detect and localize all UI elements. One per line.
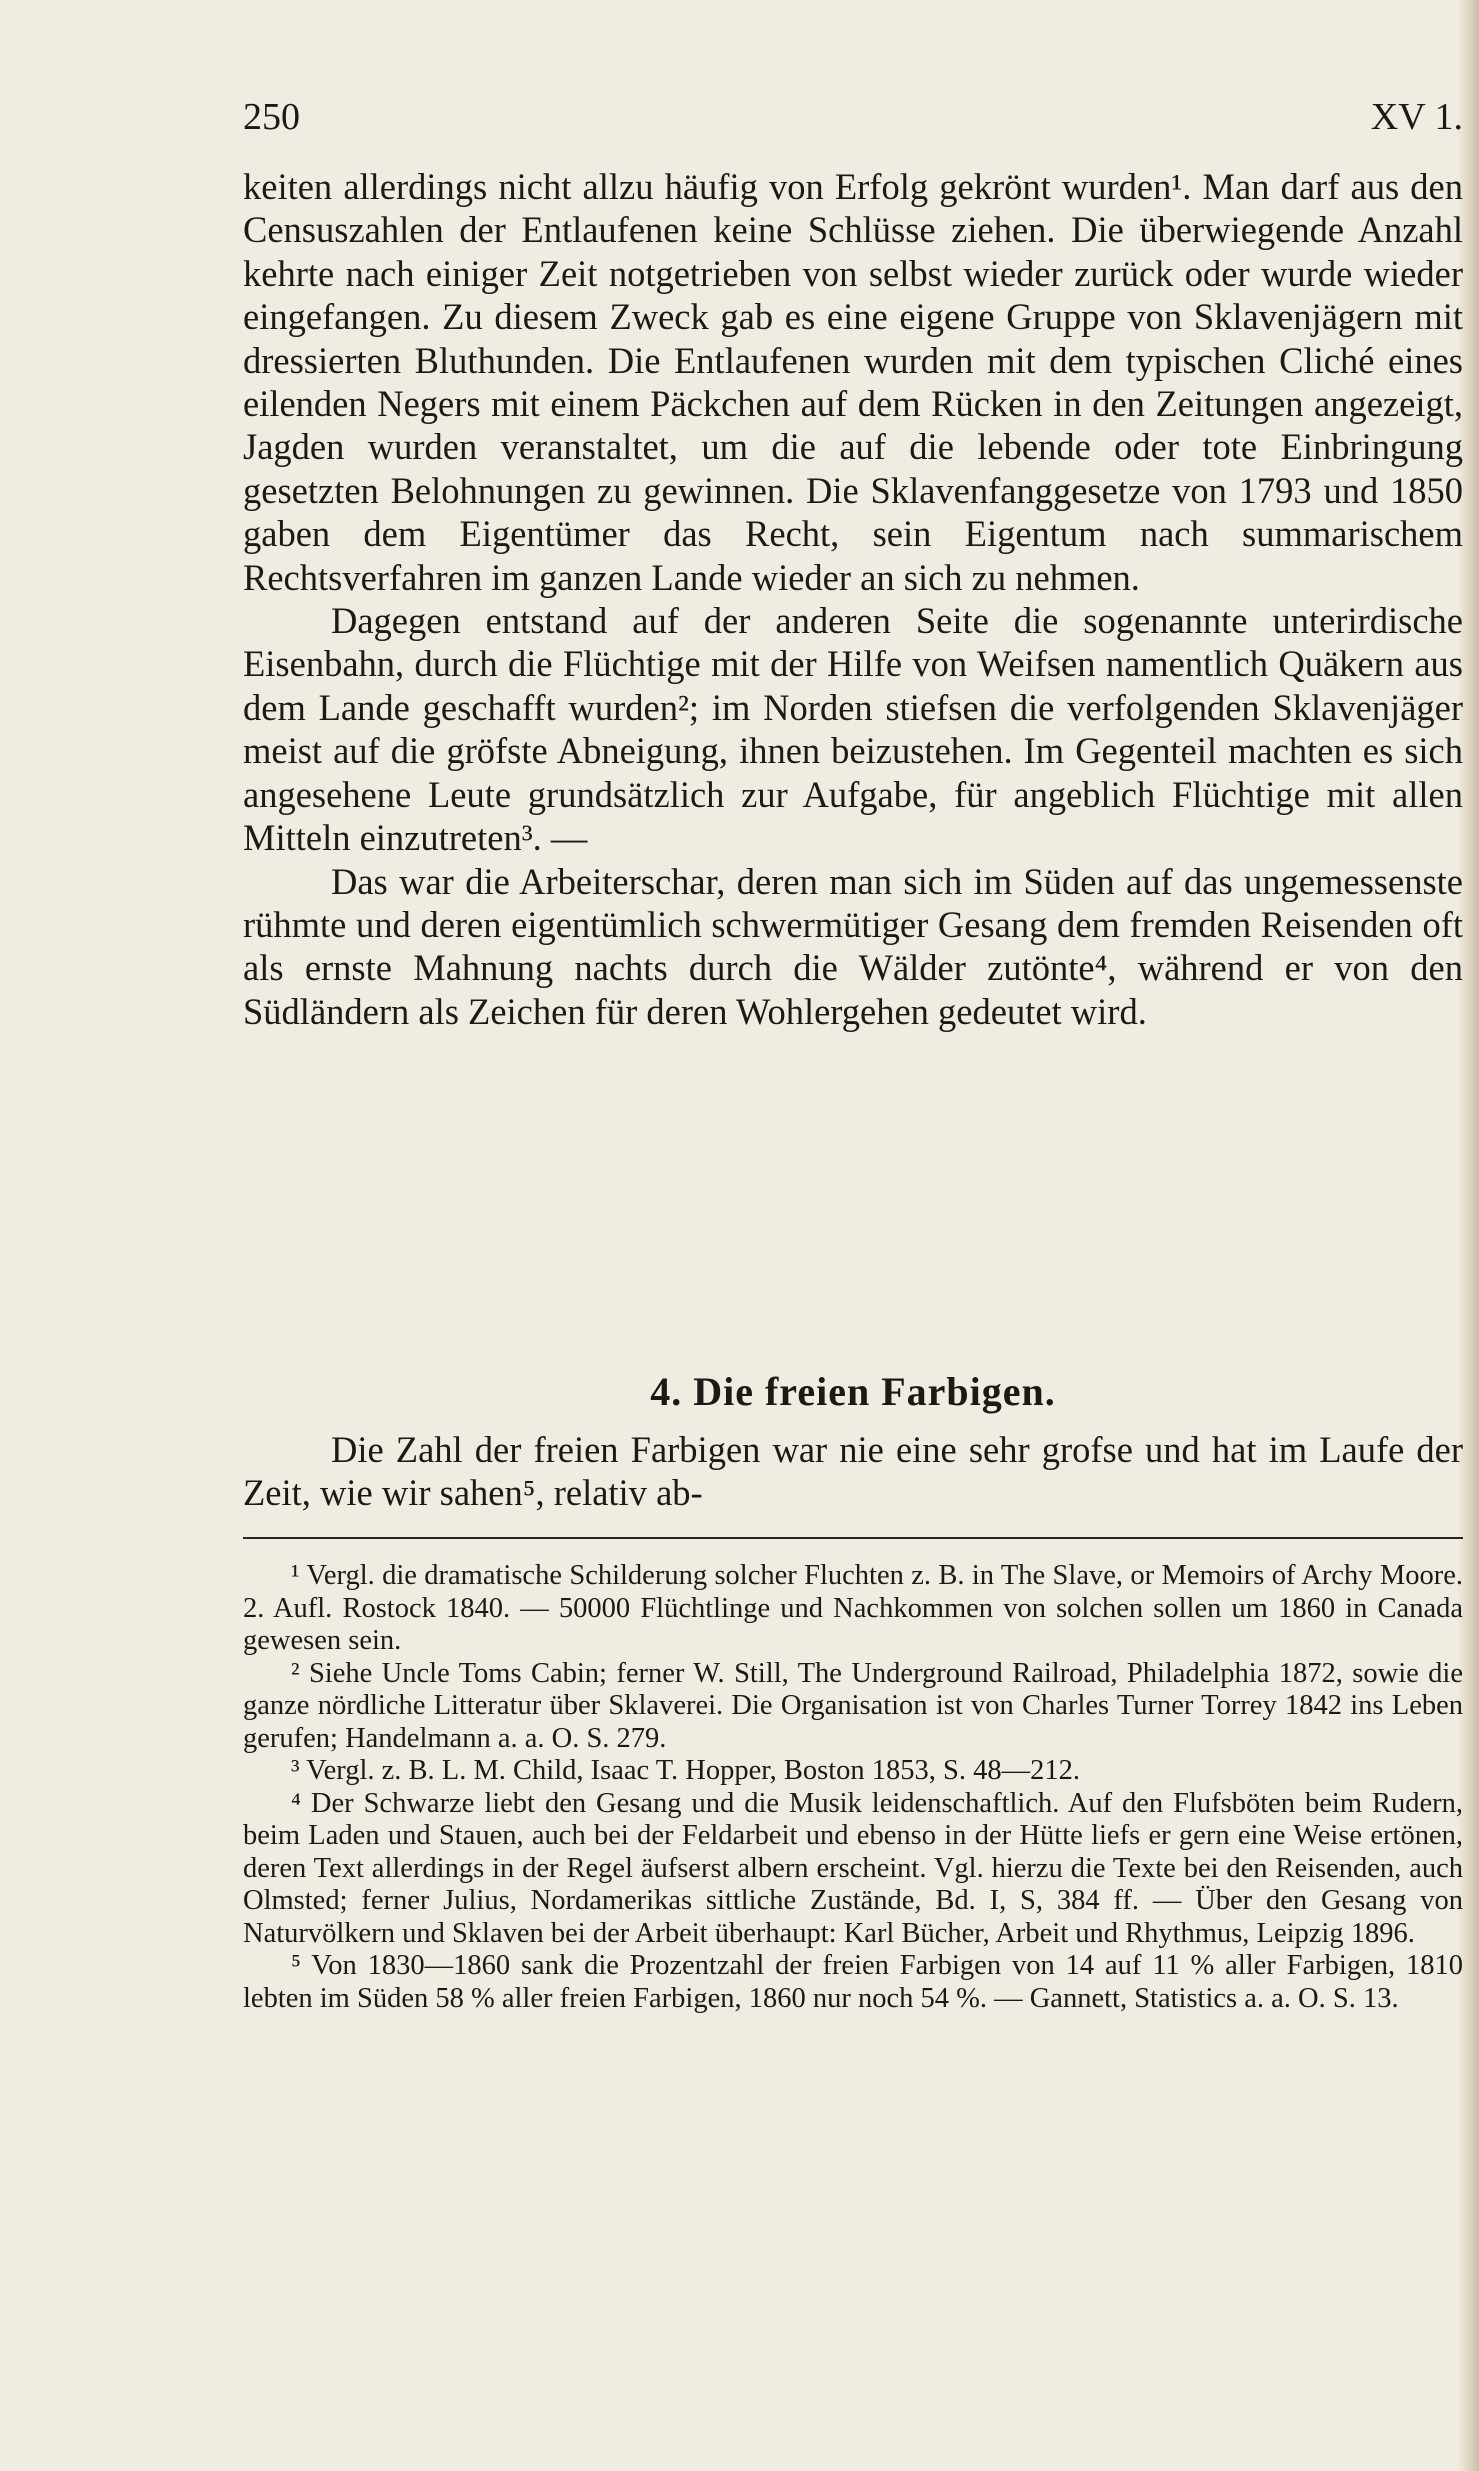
section-text bbox=[243, 1428, 1463, 1515]
running-header bbox=[243, 95, 1463, 145]
main-text bbox=[243, 165, 1463, 1033]
section-paragraph: Die Zahl der freien Farbigen war nie eine sehr grofse und hat im Laufe der Zeit, wie wir sahen⁵, relativ ab- bbox=[243, 1429, 1463, 1514]
page-number: 250 bbox=[243, 96, 300, 138]
footnote-1: ¹ Vergl. die dramatische Schilderung solcher Fluchten z. B. in The Slave, or Memoirs of Archy Moore. 2. Aufl. Rostock 1840. — 50000 Flüchtlinge und Nachkommen von solchen sollen um 1860 in Canada gewesen sein. bbox=[243, 1560, 1463, 1656]
footnote-5: ⁵ Von 1830—1860 sank die Prozentzahl der freien Farbigen von 14 auf 11 % aller Farbigen, 1810 lebten im Süden 58 % aller freien Farbigen, 1860 nur noch 54 %. — Gannett, Statistics a. a. O. S. 13. bbox=[243, 1950, 1463, 2014]
section-marker: XV 1. bbox=[1370, 96, 1463, 138]
footnote-2: ² Siehe Uncle Toms Cabin; ferner W. Still, The Underground Railroad, Philadelphia 1872, sowie die ganze nördliche Litteratur über Sklaverei. Die Organisation ist von Charles Turner Torrey 1842 ins Leben gerufen; Handelmann a. a. O. S. 279. bbox=[243, 1657, 1463, 1754]
section-heading: 4. Die freien Farbigen. bbox=[650, 1369, 1056, 1414]
footnote-4: ⁴ Der Schwarze liebt den Gesang und die Musik leidenschaftlich. Auf den Flufsböten beim Rudern, beim Laden und Stauen, auch bei der Feldarbeit und ebenso in der Hütte liefs er gern eine Weise ertönen, deren Text allerdings in der Regel äufserst albern erscheint. Vgl. hierzu die Texte bei den Reisenden, auch Olmsted; ferner Julius, Nordamerikas sittliche Zustände, Bd. I, S, 384 ff. — Über den Gesang von Naturvölkern und Sklaven bei der Arbeit überhaupt: Karl Bücher, Arbeit und Rhythmus, Leipzig 1896. bbox=[243, 1787, 1463, 1949]
paragraph-2: Dagegen entstand auf der anderen Seite die sogenannte unterirdische Eisenbahn, durch die Flüchtige mit der Hilfe von Weifsen namentlich Quäkern aus dem Lande geschafft wurden²; im Norden stiefsen die verfolgenden Sklavenjäger meist auf die gröfste Abneigung, ihnen beizustehen. Im Gegenteil machten es sich angesehene Leute grundsätzlich zur Aufgabe, für angeblich Flüchtige mit allen Mitteln einzutreten³. — bbox=[243, 600, 1463, 859]
paragraph-1: keiten allerdings nicht allzu häufig von Erfolg gekrönt wurden¹. Man darf aus den Censuszahlen der Entlaufenen keine Schlüsse ziehen. Die überwiegende Anzahl kehrte nach einiger Zeit notgetrieben von selbst wieder zurück oder wurde wieder eingefangen. Zu diesem Zweck gab es eine eigene Gruppe von Sklavenjägern mit dressierten Bluthunden. Die Entlaufenen wurden mit dem typischen Cliché eines eilenden Negers mit einem Päckchen auf dem Rücken in den Zeitungen angezeigt, Jagden wurden veranstaltet, um die auf die lebende oder tote Einbringung gesetzten Belohnungen zu gewinnen. Die Sklavenfanggesetze von 1793 und 1850 gaben dem Eigentümer das Recht, sein Eigentum nach summarischem Rechtsverfahren im ganzen Lande wieder an sich zu nehmen. bbox=[243, 166, 1463, 598]
footnote-rule bbox=[243, 1537, 1463, 1539]
paragraph-3: Das war die Arbeiterschar, deren man sich im Süden auf das ungemessenste rühmte und deren eigentümlich schwermütiger Gesang dem fremden Reisenden oft als ernste Mahnung nachts durch die Wälder zutönte⁴, während er von den Südländern als Zeichen für deren Wohlergehen gedeutet wird. bbox=[243, 860, 1463, 1032]
footnotes bbox=[243, 1560, 1463, 2015]
footnote-3: ³ Vergl. z. B. L. M. Child, Isaac T. Hopper, Boston 1853, S. 48—212. bbox=[291, 1755, 1081, 1786]
